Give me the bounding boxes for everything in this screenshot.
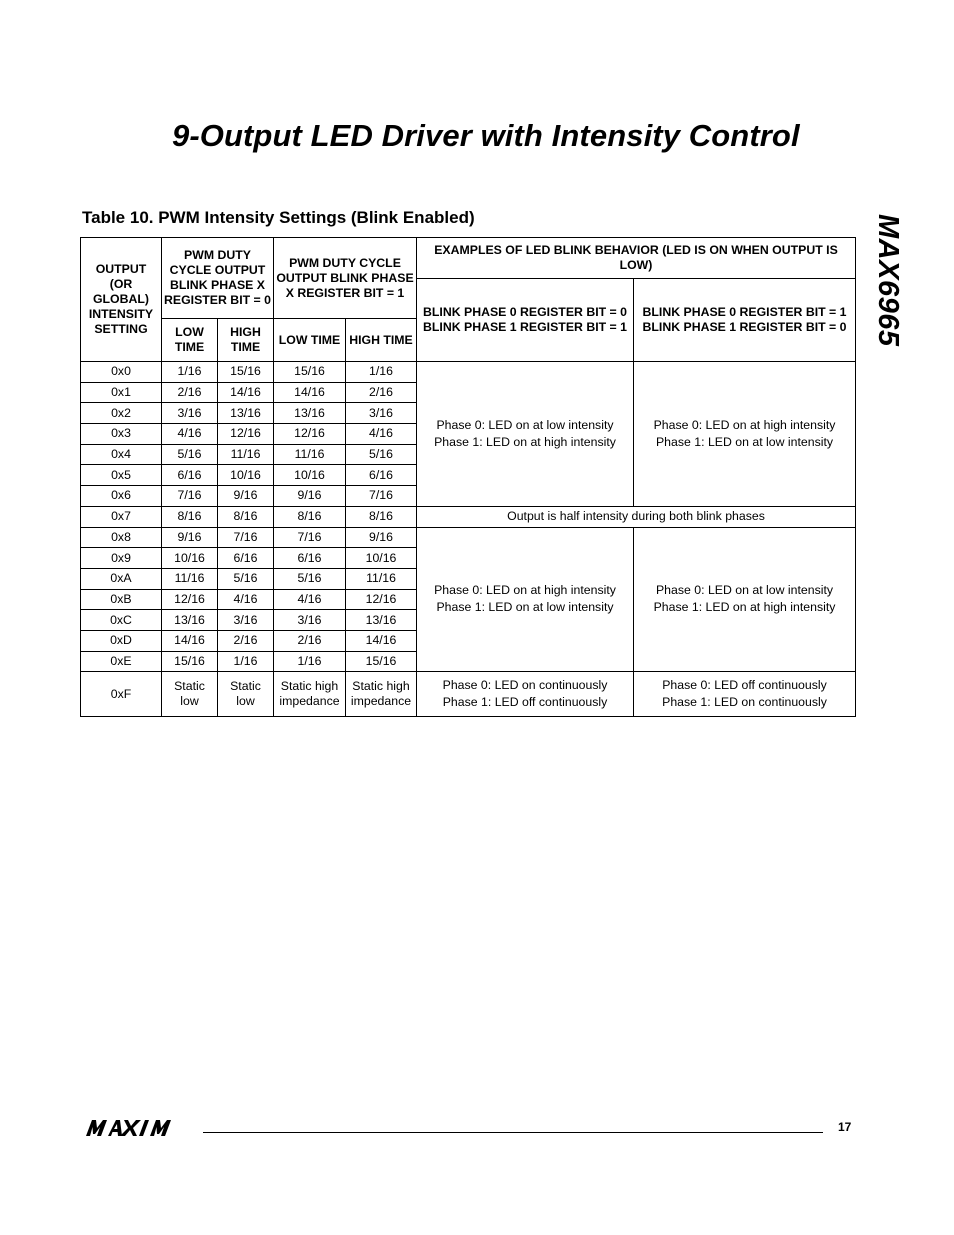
table-cell: 0xA <box>81 568 162 589</box>
behavior-line: Phase 0: LED on at high intensity <box>653 417 836 432</box>
table-cell: 1/16 <box>162 362 218 383</box>
table-cell: 0x4 <box>81 444 162 465</box>
table-row <box>81 672 856 717</box>
table-cell: 5/16 <box>218 568 274 589</box>
table-cell: 0x9 <box>81 548 162 569</box>
behavior-line: Phase 1: LED on at high intensity <box>653 600 836 615</box>
table-cell: 8/16 <box>218 506 274 527</box>
behavior-line: Phase 1: LED on at low intensity <box>436 600 614 615</box>
table-cell: 9/16 <box>274 486 346 507</box>
table-cell: 6/16 <box>218 548 274 569</box>
table-title: Table 10. PWM Intensity Settings (Blink Enabled) <box>82 208 475 227</box>
table-cell: 12/16 <box>218 424 274 445</box>
header-blink-a: BLINK PHASE 0 REGISTER BIT = 0 BLINK PHASE 1 REGISTER BIT = 1 <box>417 279 634 362</box>
header-high-time: HIGH TIME <box>218 319 274 362</box>
table-cell: 15/16 <box>218 362 274 383</box>
behavior-line: Phase 1: LED off continuously <box>442 695 608 710</box>
table-cell: 3/16 <box>346 403 417 424</box>
table-cell: 3/16 <box>162 403 218 424</box>
table-cell: 1/16 <box>274 651 346 672</box>
behavior-cell <box>634 527 856 672</box>
document-title: 9-Output LED Driver with Intensity Control <box>172 118 800 153</box>
table-cell: 4/16 <box>274 589 346 610</box>
header-blink-b: BLINK PHASE 0 REGISTER BIT = 1 BLINK PHASE 1 REGISTER BIT = 0 <box>634 279 856 362</box>
header-low-time: LOW TIME <box>274 319 346 362</box>
table-cell: Static high impedance <box>274 672 346 717</box>
table-cell: 10/16 <box>346 548 417 569</box>
table-cell: 2/16 <box>346 382 417 403</box>
table-cell: 15/16 <box>274 362 346 383</box>
pwm-intensity-table <box>80 237 856 717</box>
header-output-setting: OUTPUT (OR GLOBAL) INTENSITY SETTING <box>81 238 162 362</box>
behavior-cell <box>417 672 634 717</box>
behavior-cell <box>634 672 856 717</box>
behavior-half-intensity: Output is half intensity during both blink phases <box>417 506 856 527</box>
table-cell: 14/16 <box>274 382 346 403</box>
table-cell: 1/16 <box>346 362 417 383</box>
table-cell: 0x1 <box>81 382 162 403</box>
table-cell: 0xE <box>81 651 162 672</box>
table-cell: 4/16 <box>346 424 417 445</box>
table-cell: 3/16 <box>218 610 274 631</box>
table-cell: 12/16 <box>274 424 346 445</box>
behavior-line: Phase 0: LED on at low intensity <box>436 417 614 432</box>
table-cell: 12/16 <box>162 589 218 610</box>
table-cell: 14/16 <box>218 382 274 403</box>
table-cell: 12/16 <box>346 589 417 610</box>
table-cell: 8/16 <box>162 506 218 527</box>
part-number-side-title: MAX6965 <box>872 214 904 347</box>
table-cell: 2/16 <box>274 630 346 651</box>
table-cell: 3/16 <box>274 610 346 631</box>
table-cell: 1/16 <box>218 651 274 672</box>
table-cell: 0xF <box>81 672 162 717</box>
page-number: 17 <box>838 1120 852 1134</box>
table-row <box>81 362 856 383</box>
table-cell: 13/16 <box>346 610 417 631</box>
table-cell: 0x5 <box>81 465 162 486</box>
header-examples: EXAMPLES OF LED BLINK BEHAVIOR (LED IS ON WHEN OUTPUT IS LOW) <box>417 238 856 279</box>
table-cell: Static low <box>162 672 218 717</box>
table-cell: 2/16 <box>218 630 274 651</box>
header-low-time: LOW TIME <box>162 319 218 362</box>
table-cell: 11/16 <box>162 568 218 589</box>
table-cell: Static low <box>218 672 274 717</box>
behavior-line: Phase 1: LED on at high intensity <box>434 434 616 449</box>
table-cell: 9/16 <box>162 527 218 548</box>
header-pwm-bit0: PWM DUTY CYCLE OUTPUT BLINK PHASE X REGISTER BIT = 0 <box>162 238 274 319</box>
table-cell: 0xD <box>81 630 162 651</box>
maxim-logo <box>84 1118 192 1138</box>
table-cell: 9/16 <box>346 527 417 548</box>
table-cell: 10/16 <box>162 548 218 569</box>
behavior-cell <box>634 362 856 507</box>
header-high-time: HIGH TIME <box>346 319 417 362</box>
behavior-line: Phase 1: LED on at low intensity <box>655 434 834 449</box>
table-cell: 0x7 <box>81 506 162 527</box>
table-row <box>81 506 856 527</box>
behavior-cell <box>417 527 634 672</box>
table-cell: 5/16 <box>274 568 346 589</box>
table-cell: 0x6 <box>81 486 162 507</box>
table-cell: 0x3 <box>81 424 162 445</box>
table-cell: 15/16 <box>162 651 218 672</box>
table-cell: 5/16 <box>346 444 417 465</box>
table-cell: 6/16 <box>274 548 346 569</box>
table-cell: 4/16 <box>218 589 274 610</box>
table-cell: 10/16 <box>218 465 274 486</box>
behavior-line: Phase 0: LED on at low intensity <box>655 583 834 598</box>
behavior-line: Phase 1: LED on continuously <box>662 695 827 710</box>
table-cell: 10/16 <box>274 465 346 486</box>
behavior-line: Phase 0: LED on continuously <box>442 678 608 693</box>
table-cell: 7/16 <box>162 486 218 507</box>
table-cell: 0x2 <box>81 403 162 424</box>
table-cell: 13/16 <box>274 403 346 424</box>
footer-rule <box>203 1132 823 1133</box>
table-cell: 8/16 <box>274 506 346 527</box>
table-cell: 4/16 <box>162 424 218 445</box>
table-cell: 11/16 <box>218 444 274 465</box>
behavior-cell <box>417 362 634 507</box>
table-cell: 0x8 <box>81 527 162 548</box>
table-cell: 13/16 <box>162 610 218 631</box>
table-cell: 14/16 <box>346 630 417 651</box>
table-cell: 0xB <box>81 589 162 610</box>
table-cell: 13/16 <box>218 403 274 424</box>
table-cell: Static high impedance <box>346 672 417 717</box>
table-cell: 5/16 <box>162 444 218 465</box>
table-cell: 9/16 <box>218 486 274 507</box>
table-cell: 0xC <box>81 610 162 631</box>
table-cell: 14/16 <box>162 630 218 651</box>
header-pwm-bit1: PWM DUTY CYCLE OUTPUT BLINK PHASE X REGISTER BIT = 1 <box>274 238 417 319</box>
table-cell: 6/16 <box>346 465 417 486</box>
table-cell: 7/16 <box>274 527 346 548</box>
behavior-line: Phase 0: LED off continuously <box>662 678 827 693</box>
table-cell: 0x0 <box>81 362 162 383</box>
table-cell: 6/16 <box>162 465 218 486</box>
table-cell: 11/16 <box>346 568 417 589</box>
table-cell: 11/16 <box>274 444 346 465</box>
table-cell: 2/16 <box>162 382 218 403</box>
behavior-line: Phase 0: LED on at high intensity <box>434 583 616 598</box>
table-row <box>81 527 856 548</box>
table-cell: 7/16 <box>346 486 417 507</box>
table-cell: 15/16 <box>346 651 417 672</box>
table-cell: 8/16 <box>346 506 417 527</box>
table-cell: 7/16 <box>218 527 274 548</box>
